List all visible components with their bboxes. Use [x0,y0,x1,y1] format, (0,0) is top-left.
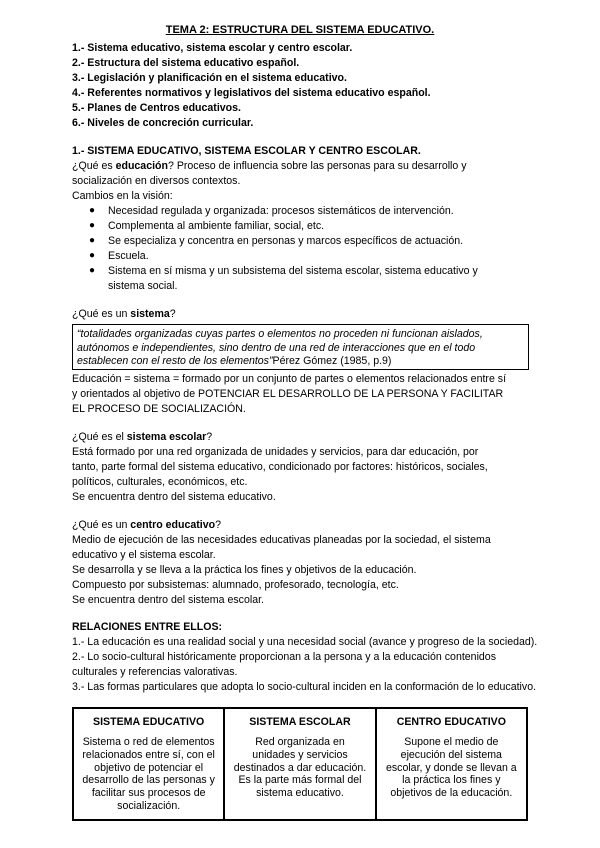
relations-heading: RELACIONES ENTRE ELLOS: [72,621,223,633]
comparison-table [72,707,528,821]
system-term: sistema [130,308,170,320]
toc-item-4: 4.- Referentes normativos y legislativos del sistema educativo español. [72,87,431,99]
education-term: educación [115,160,168,172]
center-line: educativo y el sistema escolar. [72,549,216,561]
quote-reference: Pérez Gómez (1985, p.9) [272,355,392,367]
equation-line-2: y orientados al objetivo de POTENCIAR EL DESARROLLO DE LA PERSONA Y FACILITAR [72,388,504,400]
equation-line-3: EL PROCESO DE SOCIALIZACIÓN. [72,403,246,415]
school-system-line: Está formado por una red organizada de unidades y servicios, para dar educación, por [72,446,479,458]
table-body: Supone el medio de ejecución del sistema escolar, y donde se llevan a la práctica los fines y objetivos de la educación. [385,736,517,800]
bullet-icon: ● [89,250,96,261]
toc-item-3: 3.- Legislación y planificación en el sistema educativo. [72,72,347,84]
relations-line: 2.- Lo socio-cultural históricamente proporcionan a la persona y a la educación contenidos [72,651,496,663]
table-header: CENTRO EDUCATIVO [396,716,506,728]
table-cell-centro-educativo [376,708,527,820]
toc-item-2: 2.- Estructura del sistema educativo español. [72,57,300,69]
document-page: TEMA 2: ESTRUCTURA DEL SISTEMA EDUCATIVO. 1.- Sistema educativo, sistema escolar y centro escolar. 2.- Estructura del sistema educativo español. 3.- Legislación y planificación en el sistema educativo. 4.- Referentes normativos y legislativos del sistema educativo español. 5.- Planes de Centros educativos. 6.- Niveles de concreción curricular. 1.- SISTEMA EDUCATIVO, SISTEMA ESCOLAR Y CENTRO ESCOLAR. ¿Qué es educación? Proceso de influencia sobre las personas para su desarrollo y socialización en diversos contextos. Cambios en la visión: ● Necesidad regulada y organizada: procesos sistemáticos de intervención. ● Complementa al ambiente familiar, social, etc. ● Se especializa y concentra en personas y marcos específicos de actuación. ● Escuela. ● Sistema en sí misma y un subsistema del sistema escolar, sistema educativo y sistema social. ¿Qué es un sistema? “totalidades organizadas cuyas partes o elementos no proceden ni funcionan aislados, autónomos e independientes, sino dentro de una red de interacciones que en el todo establecen con el resto de los elementos”Pérez Gómez (1985, p.9) Educación = sistema = formado por un conjunto de partes o elementos relacionados entre sí y orientados al objetivo de POTENCIAR EL DESARROLLO DE LA PERSONA Y FACILITAR EL PROCESO DE SOCIALIZACIÓN. ¿Qué es el sistema escolar? Está formado por una red organizada de unidades y servicios, para dar educación, por tanto, parte formal del sistema educativo, condicionado por factores: históricos, sociales, políticos, culturales, económicos, etc. Se encuentra dentro del sistema educativo. ¿Qué es un centro educativo? Medio de ejecución de las necesidades educativas planeadas por la sociedad, el sistema educativo y el sistema escolar. Se desarrolla y se lleva a la práctica los fines y objetivos de la educación. Compuesto por subsistemas: alumnado, profesorado, tecnología, etc. Se encuentra dentro del sistema escolar. RELACIONES ENTRE ELLOS: 1.- La educación es una realidad social y una necesidad social (avance y progreso de la sociedad). 2.- Lo socio-cultural históricamente proporcionan a la persona y a la educación contenidos culturales y referencias valorativas. 3.- Las formas particulares que adopta lo socio-cultural inciden en la conformación de lo educativo. SISTEMA EDUCATIVO Sistema o red de elementos relacionados entre sí, con el objetivo de potenciar el desarrollo de las personas y facilitar sus procesos de socialización. SISTEMA ESCOLAR Red organizada en unidades y servicios destinados a dar educación. Es la parte más formal del sistema educativo. CENTRO EDUCATIVO Supone el medio de ejecución del sistema escolar, y donde se llevan a la práctica los fines y objetivos de la educación. [0,0,600,848]
definition-quote-box [72,324,529,370]
bullet-icon: ● [89,235,96,246]
equation-line-1: Educación = sistema = formado por un conjunto de partes o elementos relacionados entre sí [72,373,507,385]
changes-label: Cambios en la visión: [72,190,173,202]
bullet-icon: ● [89,220,96,231]
toc-item-5: 5.- Planes de Centros educativos. [72,102,241,114]
system-question: ¿Qué es un sistema? [72,308,176,320]
center-term: centro educativo [130,519,216,531]
education-definition: socialización en diversos contextos. [72,175,241,187]
school-system-question: ¿Qué es el sistema escolar? [72,431,213,443]
table-cell-sistema-educativo [73,708,224,820]
bullet-icon: ● [89,205,96,216]
relations-line: 1.- La educación es una realidad social y una necesidad social (avance y progreso de la sociedad). [72,636,538,648]
table-header: SISTEMA EDUCATIVO [93,716,205,728]
school-system-line: Se encuentra dentro del sistema educativo. [72,491,276,503]
center-line: Medio de ejecución de las necesidades educativas planeadas por la sociedad, el sistema [72,534,491,546]
center-line: Compuesto por subsistemas: alumnado, profesorado, tecnología, etc. [72,579,399,591]
school-system-line: políticos, culturales, económicos, etc. [72,476,248,488]
table-header: SISTEMA ESCOLAR [249,716,351,728]
center-line: Se desarrolla y se lleva a la práctica los fines y objetivos de la educación. [72,564,417,576]
document-title: TEMA 2: ESTRUCTURA DEL SISTEMA EDUCATIVO. [165,24,435,36]
school-system-term: sistema escolar [126,431,207,443]
relations-line: 3.- Las formas particulares que adopta lo socio-cultural inciden en la conformación de lo educativo. [72,681,537,693]
toc-item-1: 1.- Sistema educativo, sistema escolar y centro escolar. [72,42,353,54]
section-heading: 1.- SISTEMA EDUCATIVO, SISTEMA ESCOLAR Y CENTRO ESCOLAR. [72,145,421,157]
bullet-icon: ● [89,265,96,276]
relations-line: culturales y referencias valorativas. [72,666,238,678]
school-system-line: tanto, parte formal del sistema educativo, condicionado por factores: históricos, sociales, [72,461,488,473]
education-question: ¿Qué es educación? Proceso de influencia sobre las personas para su desarrollo y [72,160,467,172]
table-body: Sistema o red de elementos relacionados entre sí, con el objetivo de potenciar el desarrollo de las personas y facilitar sus procesos de socialización. [82,736,215,812]
center-question: ¿Qué es un centro educativo? [72,519,221,531]
table-cell-sistema-escolar [224,708,375,820]
center-line: Se encuentra dentro del sistema escolar. [72,594,264,606]
quote-text: “totalidades organizadas cuyas partes o elementos no proceden ni funcionan aislados, autónomos e independientes, sino dentro de una red de interacciones que en el todo establecen con el resto de los elementos” [77,328,483,367]
table-row [73,708,527,820]
toc-item-6: 6.- Niveles de concreción curricular. [72,117,254,129]
table-body: Red organizada en unidades y servicios destinados a dar educación. Es la parte más formal del sistema educativo. [233,736,367,800]
